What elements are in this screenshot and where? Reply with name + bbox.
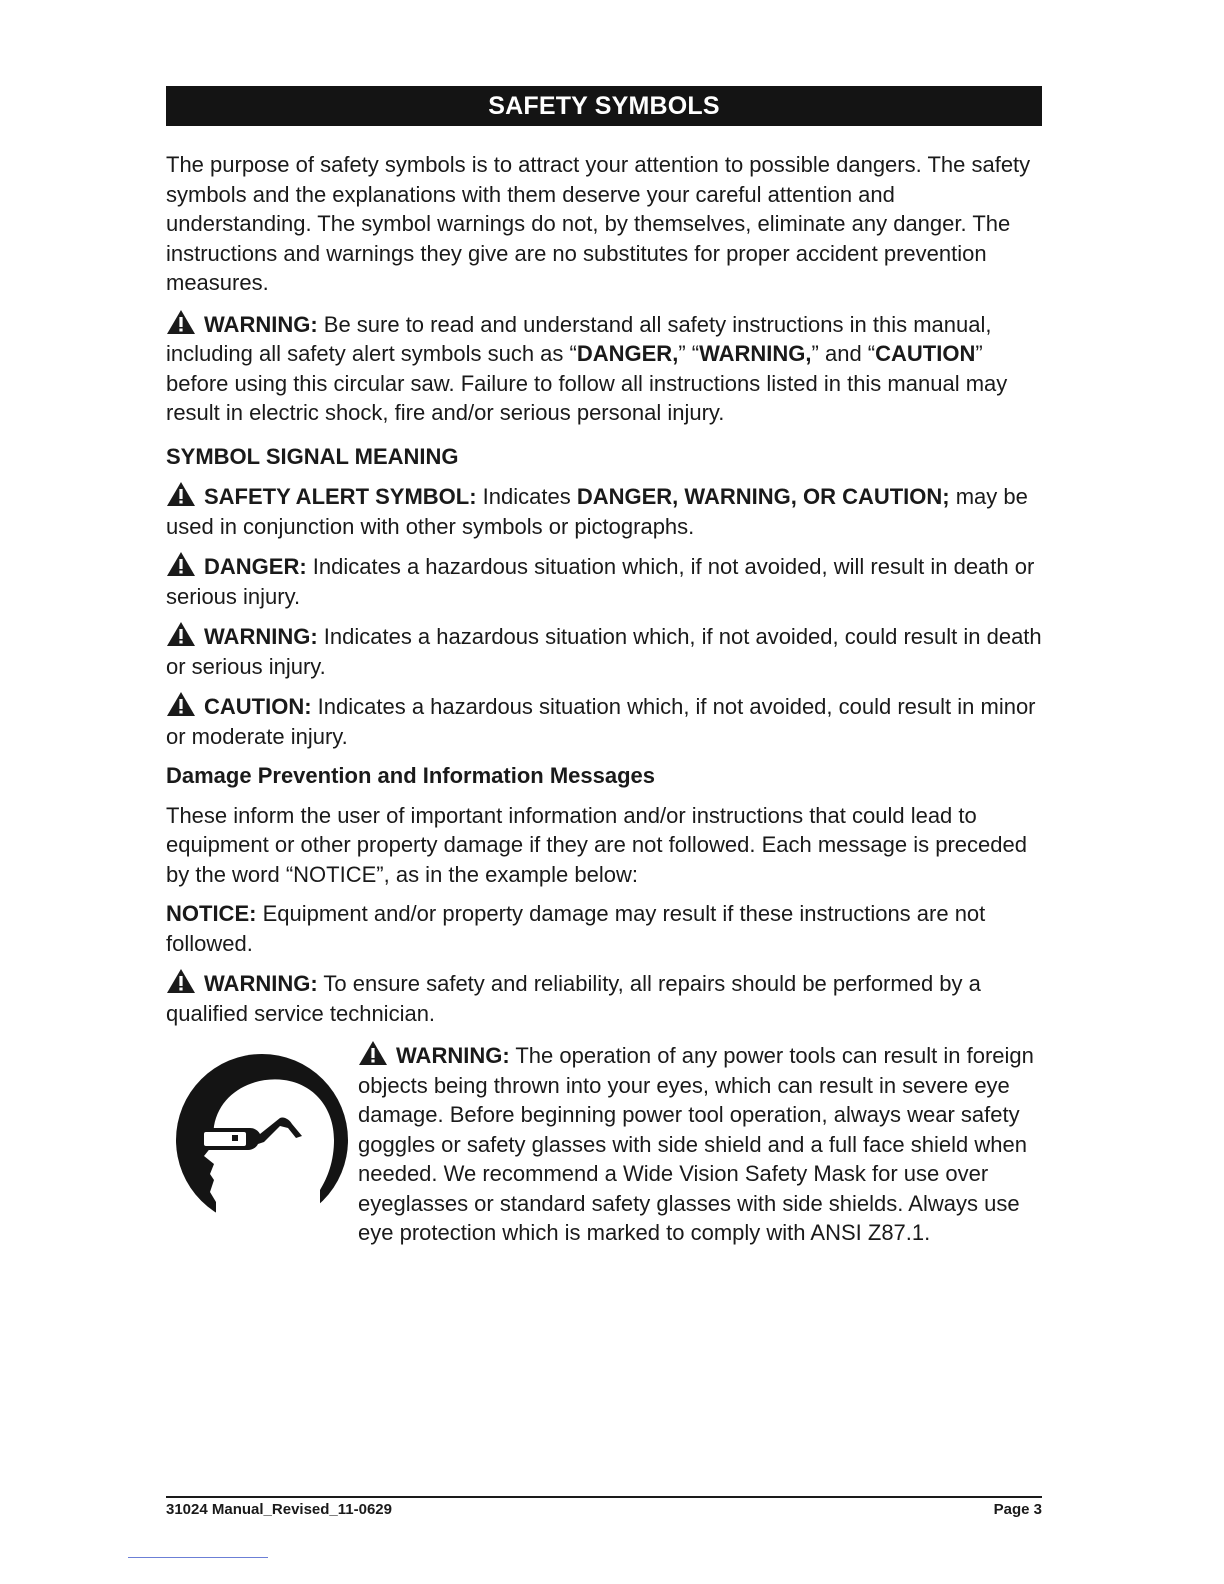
warning-triangle-icon bbox=[166, 968, 196, 994]
warning-triangle-icon bbox=[166, 621, 196, 647]
warning-triangle-icon bbox=[166, 309, 196, 335]
warning-triangle-icon bbox=[166, 551, 196, 577]
safety-alert-definition: SAFETY ALERT SYMBOL: Indicates DANGER, WARNING, OR CAUTION; may be used in conjunction with other symbols or pictographs. bbox=[166, 481, 1042, 541]
eye-protection-warning: WARNING: The operation of any power tools can result in foreign objects being thrown into your eyes, which can result in severe eye damage. Before beginning power tool operation, always wear safety goggles or safety glasses with side shield and a full face shield when needed. We recommend a Wide Vision Safety Mask for use over eyeglasses or standard safety glasses with side shields. Always use eye protection which is marked to comply with ANSI Z87.1. bbox=[358, 1040, 1042, 1248]
section-title-bar bbox=[166, 86, 1042, 126]
notice-paragraph: NOTICE: Equipment and/or property damage may result if these instructions are not followed. bbox=[166, 901, 986, 956]
warning-label: WARNING: bbox=[204, 311, 318, 337]
page-number: Page 3 bbox=[993, 1501, 1042, 1518]
eye-protection-icon bbox=[174, 1052, 350, 1228]
eye-protection-block bbox=[166, 1040, 1042, 1280]
damage-prevention-heading: Damage Prevention and Information Messages bbox=[166, 763, 656, 788]
scan-artifact-line bbox=[128, 1557, 268, 1558]
page-footer bbox=[166, 1501, 1042, 1518]
warning-definition: WARNING: Indicates a hazardous situation which, if not avoided, could result in death or serious injury. bbox=[166, 621, 1042, 681]
section-title: SAFETY SYMBOLS bbox=[488, 91, 720, 120]
warning-triangle-icon bbox=[166, 691, 196, 717]
intro-paragraph: The purpose of safety symbols is to attract your attention to possible dangers. The safety symbols and the explanations with them deserve your careful attention and understanding. The symbol warnings do not, by themselves, eliminate any danger. The instructions and warnings they give are no substitutes for proper accident prevention measures. bbox=[166, 152, 1031, 295]
damage-prevention-text: These inform the user of important information and/or instructions that could lead to equipment or other property damage if they are not followed. Each message is preceded by the word “NOTICE”, as in the example below: bbox=[166, 802, 1027, 887]
manual-page bbox=[166, 86, 1042, 1280]
danger-definition: DANGER: Indicates a hazardous situation which, if not avoided, will result in death or serious injury. bbox=[166, 551, 1042, 611]
warning-read-manual: WARNING: Be sure to read and understand all safety instructions in this manual, including all safety alert symbols such as “DANGER,” “WARNING,” and “CAUTION” before using this circular saw. Failure to follow all instructions listed in this manual may result in electric shock, fire and/or serious personal injury. bbox=[166, 309, 1042, 428]
warning-triangle-icon bbox=[358, 1040, 388, 1066]
caution-definition: CAUTION: Indicates a hazardous situation which, if not avoided, could result in minor or moderate injury. bbox=[166, 691, 1042, 751]
warning-triangle-icon bbox=[166, 481, 196, 507]
symbol-signal-heading: SYMBOL SIGNAL MEANING bbox=[166, 443, 459, 469]
manual-revision: 31024 Manual_Revised_11-0629 bbox=[166, 1501, 392, 1518]
footer-divider bbox=[166, 1496, 1042, 1498]
warning-repairs: WARNING: To ensure safety and reliability, all repairs should be performed by a qualified service technician. bbox=[166, 968, 1042, 1028]
